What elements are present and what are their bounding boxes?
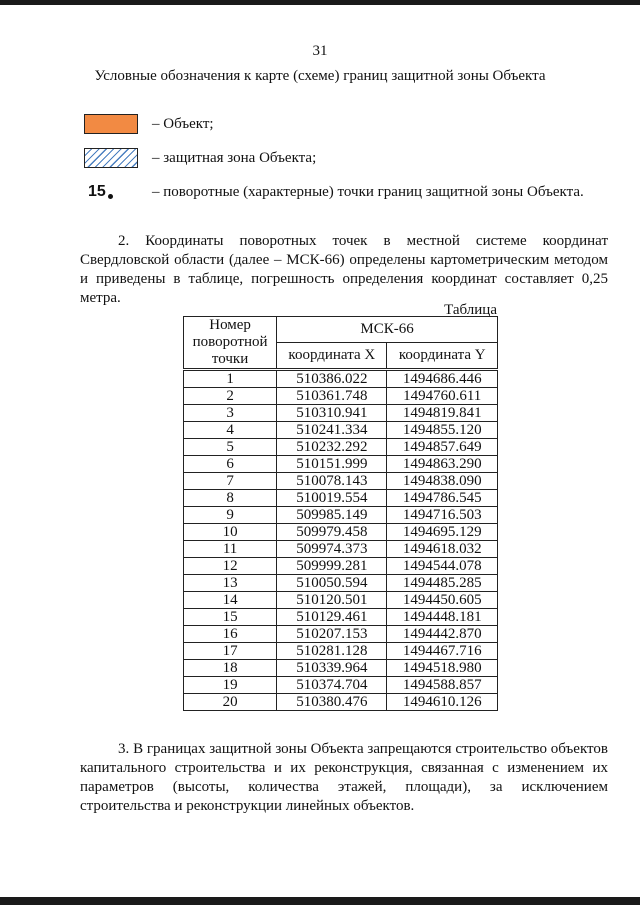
table-row — [184, 507, 498, 524]
table-row — [184, 660, 498, 677]
table-row — [184, 694, 498, 711]
table-row — [184, 370, 498, 388]
y-coordinate-cell: 1494686.446 — [387, 370, 498, 388]
legend-zone-text: – защитная зона Объекта; — [152, 149, 317, 166]
y-coordinate-cell: 1494786.545 — [387, 490, 498, 507]
table-row — [184, 524, 498, 541]
y-coordinate-cell: 1494695.129 — [387, 524, 498, 541]
scan-top-border — [0, 0, 640, 5]
x-coordinate-cell: 510241.334 — [277, 422, 387, 439]
legend-points-text: – поворотные (характерные) точки границ защитной зоны Объекта. — [152, 183, 584, 200]
x-coordinate-cell: 510207.153 — [277, 626, 387, 643]
point-number-cell: 1 — [184, 370, 277, 388]
point-number-cell: 4 — [184, 422, 277, 439]
table-row — [184, 388, 498, 405]
point-number-cell: 14 — [184, 592, 277, 609]
header-x: координата X — [277, 342, 387, 369]
point-number-cell: 11 — [184, 541, 277, 558]
y-coordinate-cell: 1494485.285 — [387, 575, 498, 592]
x-coordinate-cell: 510050.594 — [277, 575, 387, 592]
table-row — [184, 558, 498, 575]
scan-bottom-border — [0, 897, 640, 905]
x-coordinate-cell: 510310.941 — [277, 405, 387, 422]
table-label: Таблица — [444, 302, 497, 318]
header-y: координата Y — [387, 342, 498, 369]
x-coordinate-cell: 509985.149 — [277, 507, 387, 524]
x-coordinate-cell: 510339.964 — [277, 660, 387, 677]
table-row — [184, 456, 498, 473]
x-coordinate-cell: 510151.999 — [277, 456, 387, 473]
legend-caption: Условные обозначения к карте (схеме) границ защитной зоны Объекта — [94, 68, 546, 84]
point-number-cell: 8 — [184, 490, 277, 507]
legend-points-row — [84, 181, 584, 203]
y-coordinate-cell: 1494819.841 — [387, 405, 498, 422]
table-row — [184, 626, 498, 643]
turning-point-marker — [84, 183, 138, 201]
y-coordinate-cell: 1494544.078 — [387, 558, 498, 575]
x-coordinate-cell: 510374.704 — [277, 677, 387, 694]
y-coordinate-cell: 1494518.980 — [387, 660, 498, 677]
x-coordinate-cell: 510120.501 — [277, 592, 387, 609]
point-number-cell: 2 — [184, 388, 277, 405]
point-number-cell: 20 — [184, 694, 277, 711]
page-number: 31 — [312, 43, 328, 59]
x-coordinate-cell: 509974.373 — [277, 541, 387, 558]
x-coordinate-cell: 510129.461 — [277, 609, 387, 626]
object-swatch — [84, 114, 138, 134]
header-coordinate-system: МСК-66 — [277, 317, 498, 343]
y-coordinate-cell: 1494588.857 — [387, 677, 498, 694]
y-coordinate-cell: 1494855.120 — [387, 422, 498, 439]
x-coordinate-cell: 510078.143 — [277, 473, 387, 490]
y-coordinate-cell: 1494760.611 — [387, 388, 498, 405]
table-row — [184, 592, 498, 609]
y-coordinate-cell: 1494857.649 — [387, 439, 498, 456]
legend-object-text: – Объект; — [152, 115, 214, 132]
table-row — [184, 439, 498, 456]
y-coordinate-cell: 1494448.181 — [387, 609, 498, 626]
point-number-cell: 18 — [184, 660, 277, 677]
table-row — [184, 575, 498, 592]
table-row — [184, 405, 498, 422]
y-coordinate-cell: 1494618.032 — [387, 541, 498, 558]
point-number-cell: 7 — [184, 473, 277, 490]
table-row — [184, 643, 498, 660]
legend-object-row — [84, 113, 214, 135]
point-number-cell: 17 — [184, 643, 277, 660]
point-number-cell: 12 — [184, 558, 277, 575]
header-point-number: Номер поворотной точки — [184, 317, 277, 370]
y-coordinate-cell: 1494716.503 — [387, 507, 498, 524]
point-number-cell: 9 — [184, 507, 277, 524]
x-coordinate-cell: 509979.458 — [277, 524, 387, 541]
paragraph-coordinates: 2. Координаты поворотных точек в местной системе координат Свердловской области (далее – МСК-66) определены картометрическим методом и приведены в таблице, погрешность определения координат составляет 0,25 метра. — [80, 233, 608, 306]
point-number-cell: 16 — [184, 626, 277, 643]
coordinates-table-body — [184, 370, 498, 711]
legend-zone-row — [84, 147, 316, 169]
y-coordinate-cell: 1494442.870 — [387, 626, 498, 643]
x-coordinate-cell: 510386.022 — [277, 370, 387, 388]
y-coordinate-cell: 1494610.126 — [387, 694, 498, 711]
point-example-number: 15 — [88, 183, 106, 200]
protective-zone-swatch — [84, 148, 138, 168]
paragraph-restrictions: 3. В границах защитной зоны Объекта запрещаются строительство объектов капитального строительства и их реконструкция, связанная с изменением их параметров (высоты, количества этажей, площади), за исключением строительства и реконструкции линейных объектов. — [80, 741, 608, 814]
x-coordinate-cell: 509999.281 — [277, 558, 387, 575]
x-coordinate-cell: 510380.476 — [277, 694, 387, 711]
coordinates-table — [183, 316, 498, 711]
x-coordinate-cell: 510281.128 — [277, 643, 387, 660]
point-number-cell: 3 — [184, 405, 277, 422]
point-number-cell: 19 — [184, 677, 277, 694]
point-number-cell: 10 — [184, 524, 277, 541]
y-coordinate-cell: 1494450.605 — [387, 592, 498, 609]
y-coordinate-cell: 1494838.090 — [387, 473, 498, 490]
table-row — [184, 422, 498, 439]
point-number-cell: 15 — [184, 609, 277, 626]
x-coordinate-cell: 510232.292 — [277, 439, 387, 456]
point-number-cell: 5 — [184, 439, 277, 456]
point-number-cell: 13 — [184, 575, 277, 592]
x-coordinate-cell: 510019.554 — [277, 490, 387, 507]
point-number-cell: 6 — [184, 456, 277, 473]
y-coordinate-cell: 1494863.290 — [387, 456, 498, 473]
table-row — [184, 609, 498, 626]
x-coordinate-cell: 510361.748 — [277, 388, 387, 405]
table-row — [184, 473, 498, 490]
table-row — [184, 541, 498, 558]
y-coordinate-cell: 1494467.716 — [387, 643, 498, 660]
table-row — [184, 490, 498, 507]
table-row — [184, 677, 498, 694]
point-dot-icon — [108, 194, 113, 199]
